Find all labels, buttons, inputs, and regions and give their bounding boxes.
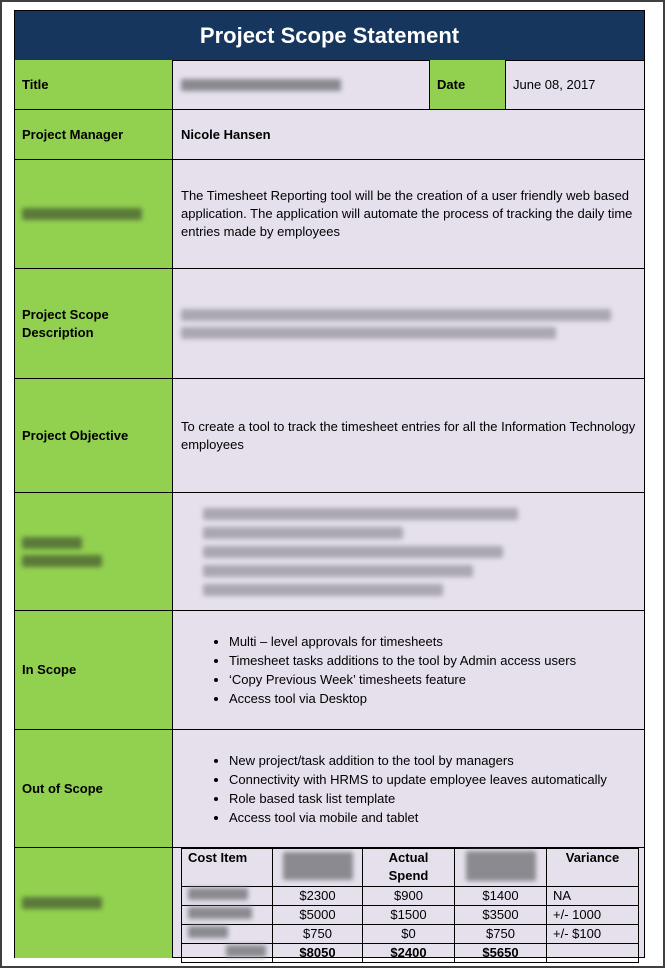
list-item: • Connectivity with HRMS to update employee leaves automatically	[229, 770, 607, 789]
row-in-scope	[15, 611, 644, 730]
estimated-total: $8050	[273, 944, 363, 963]
col-estimated	[273, 849, 363, 887]
redacted-label	[22, 537, 82, 549]
cost-item	[182, 906, 273, 925]
variance: +/- 1000	[547, 906, 639, 925]
col-actual-spend: Actual Spend	[363, 849, 455, 887]
label-cost	[15, 848, 173, 958]
justification-value: The Timesheet Reporting tool will be the creation of a user friendly web based application. The application will automate the process of tracking the daily time entries made by employees	[181, 188, 633, 239]
row-cost	[15, 848, 644, 958]
actual: $900	[363, 887, 455, 906]
table-row	[182, 887, 639, 906]
variance: +/- $100	[547, 925, 639, 944]
cost-item	[182, 925, 273, 944]
redacted-line	[181, 327, 556, 339]
redacted-label	[22, 897, 102, 909]
row-justification	[15, 160, 644, 269]
redacted-line	[203, 546, 503, 558]
label-objective: Project Objective	[15, 379, 173, 492]
redacted-line	[203, 565, 473, 577]
col-variance: Variance	[547, 849, 639, 887]
row-out-of-scope	[15, 730, 644, 848]
label-scope-description: Project Scope Description	[15, 269, 173, 378]
remaining-total: $5650	[455, 944, 547, 963]
requirements-list	[173, 493, 644, 610]
date-value: June 08, 2017	[513, 77, 596, 92]
variance	[547, 944, 639, 963]
scope-statement-table	[14, 10, 645, 958]
estimated: $5000	[273, 906, 363, 925]
remaining: $750	[455, 925, 547, 944]
label-project-manager: Project Manager	[15, 110, 173, 159]
list-item: • ‘Copy Previous Week’ timesheets feature	[229, 670, 576, 689]
redacted-header	[466, 851, 536, 881]
total-row	[182, 944, 639, 963]
label-out-of-scope: Out of Scope	[15, 730, 173, 847]
actual: $1500	[363, 906, 455, 925]
redacted-header	[283, 852, 353, 880]
row-requirements	[15, 493, 644, 611]
redacted-item	[188, 907, 252, 919]
table-row	[182, 906, 639, 925]
cost-cell	[173, 848, 644, 958]
redacted-title	[181, 79, 341, 91]
cost-header-row	[182, 849, 639, 887]
redacted-item	[188, 926, 228, 938]
remaining: $3500	[455, 906, 547, 925]
row-manager	[15, 110, 644, 160]
redacted-line	[181, 309, 611, 321]
list-item: • Role based task list template	[229, 789, 607, 808]
redacted-line	[203, 584, 443, 596]
row-title	[15, 60, 644, 110]
label-requirements	[15, 493, 173, 610]
col-remaining	[455, 849, 547, 887]
in-scope-list	[173, 611, 644, 729]
list-item: • Timesheet tasks additions to the tool by Admin access users	[229, 651, 576, 670]
objective-value: To create a tool to track the timesheet entries for all the Information Technology employees	[181, 418, 636, 452]
scope-description-value	[173, 269, 644, 378]
actual: $0	[363, 925, 455, 944]
actual-total: $2400	[363, 944, 455, 963]
redacted-item	[188, 888, 248, 900]
cost-item	[182, 887, 273, 906]
table-row	[182, 925, 639, 944]
estimated: $2300	[273, 887, 363, 906]
out-of-scope-list	[173, 730, 644, 847]
redacted-label	[22, 208, 142, 220]
project-manager-value: Nicole Hansen	[181, 126, 271, 142]
estimated: $750	[273, 925, 363, 944]
variance: NA	[547, 887, 639, 906]
label-title: Title	[15, 60, 173, 109]
redacted-item	[226, 945, 266, 957]
list-item: • Multi – level approvals for timesheets	[229, 632, 576, 651]
document-title: Project Scope Statement	[15, 11, 644, 61]
list-item: • Access tool via mobile and tablet	[229, 808, 607, 827]
label-justification	[15, 160, 173, 268]
remaining: $1400	[455, 887, 547, 906]
cost-item	[182, 944, 273, 963]
row-scope-description	[15, 269, 644, 379]
label-date: Date	[429, 60, 506, 109]
cost-table	[181, 848, 639, 963]
redacted-label	[22, 555, 102, 567]
label-in-scope: In Scope	[15, 611, 173, 729]
row-objective	[15, 379, 644, 493]
list-item: • New project/task addition to the tool by managers	[229, 751, 607, 770]
col-cost-item: Cost Item	[182, 849, 273, 887]
redacted-line	[203, 508, 518, 520]
list-item: • Access tool via Desktop	[229, 689, 576, 708]
redacted-line	[203, 527, 403, 539]
title-value	[173, 60, 445, 109]
